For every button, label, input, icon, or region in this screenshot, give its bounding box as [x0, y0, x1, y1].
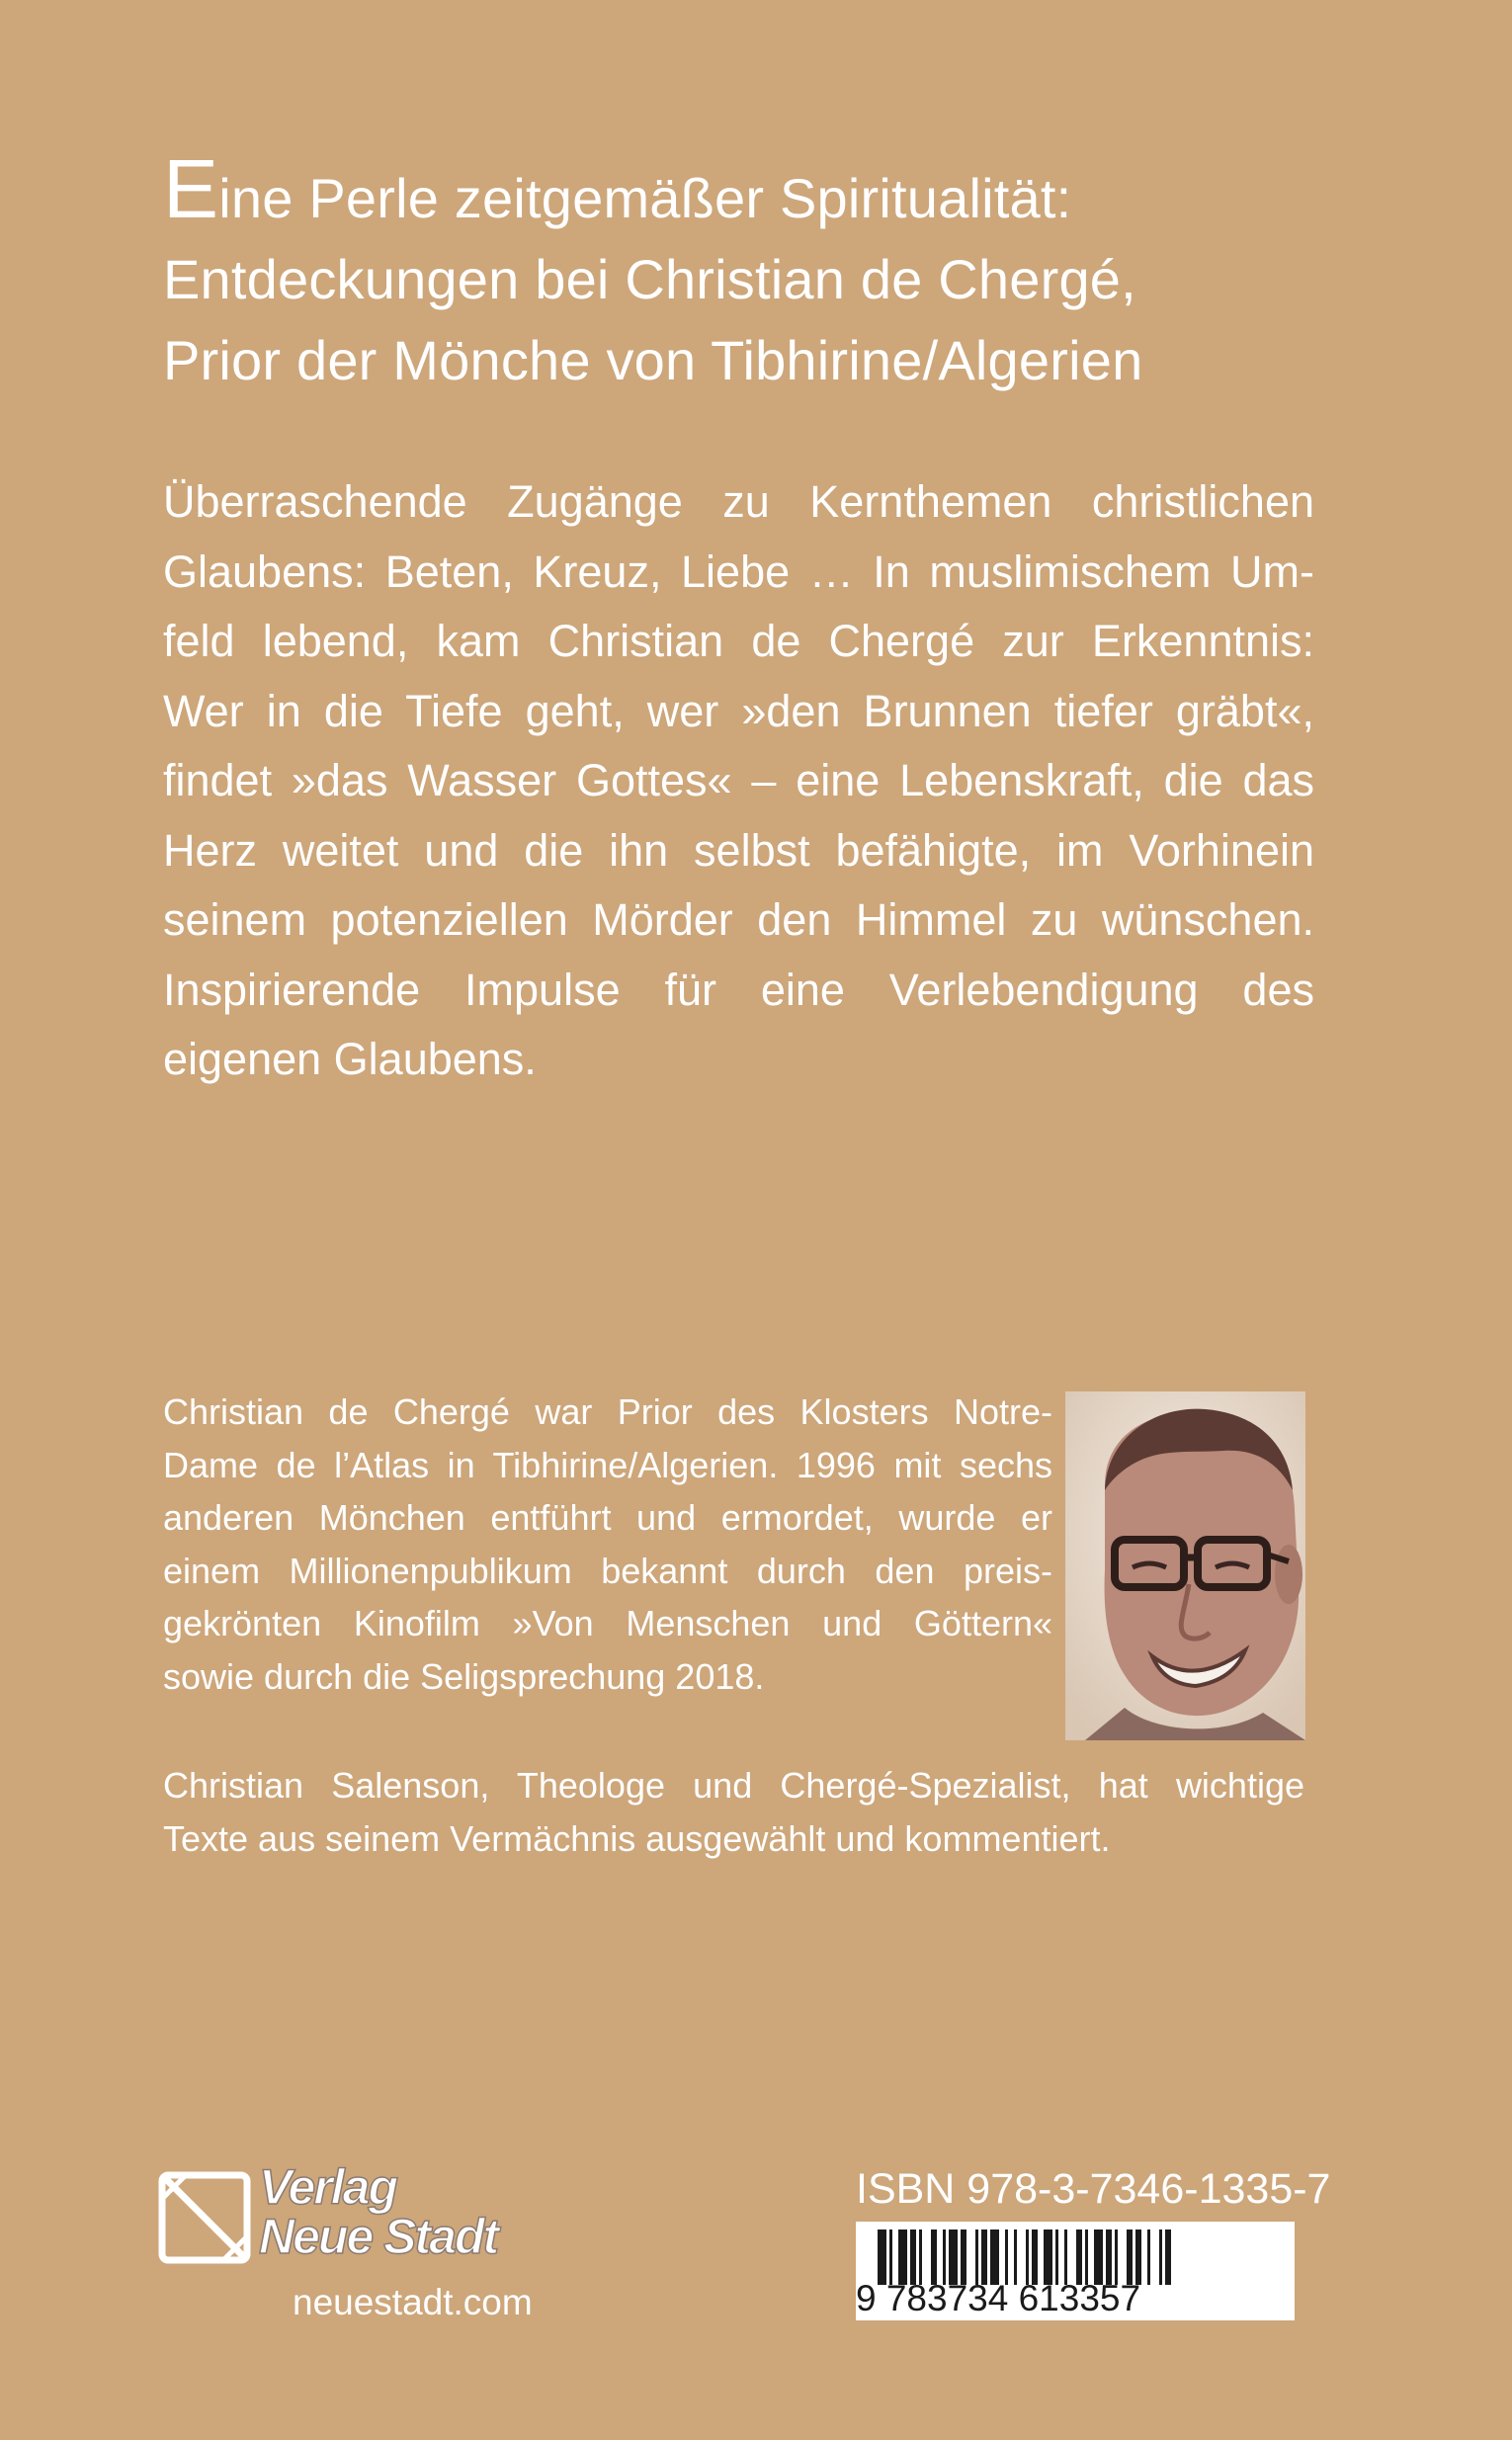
barcode-bar	[1026, 2230, 1029, 2285]
barcode-bar	[1106, 2230, 1112, 2285]
blurb-line: Glaubens: Beten, Kreuz, Liebe … In muslimischem Um-	[163, 546, 1314, 597]
barcode-bar	[1159, 2230, 1162, 2285]
blurb-line: Wer in die Tiefe geht, wer »den Brunnen tiefer gräbt«,	[163, 685, 1314, 736]
verlag-neue-stadt-logo-icon	[158, 2171, 251, 2264]
barcode	[856, 2222, 1295, 2320]
blurb-line: eigenen Glaubens.	[163, 1034, 537, 1084]
bio-line: Christian de Chergé war Prior des Klosters Notre-	[163, 1391, 1052, 1432]
barcode-bar	[1064, 2230, 1067, 2285]
publisher-name-line-1: Verlag	[259, 2159, 397, 2215]
bio-line: anderen Mönchen entführt und ermordet, wurde er	[163, 1497, 1052, 1538]
headline-line-2: Entdeckungen bei Christian de Chergé,	[163, 248, 1136, 310]
headline-line-3: Prior der Mönche von Tibhirine/Algerien	[163, 329, 1143, 391]
barcode-bar	[1055, 2230, 1058, 2285]
barcode-bar	[1094, 2230, 1103, 2285]
headline-line-1	[163, 142, 1369, 239]
barcode-bar	[1014, 2230, 1017, 2285]
barcode-bar	[961, 2230, 966, 2285]
barcode-bar	[1135, 2230, 1141, 2285]
publisher-url[interactable]: neuestadt.com	[293, 2282, 533, 2322]
barcode-bar	[910, 2230, 916, 2285]
bio-line: Dame de l’Atlas in Tibhirine/Algerien. 1996 mit sechs	[163, 1444, 1052, 1485]
barcode-bar	[1115, 2230, 1118, 2285]
barcode-bar	[975, 2230, 978, 2285]
blurb-text	[163, 467, 1314, 1095]
barcode-bar	[1165, 2230, 1171, 2285]
barcode-bar	[889, 2230, 892, 2285]
author-portrait	[1065, 1391, 1305, 1740]
barcode-bar	[878, 2230, 886, 2285]
headline	[163, 142, 1369, 401]
barcode-bar	[1076, 2230, 1082, 2285]
blurb-line: seinem potenziellen Mörder den Himmel zu wünschen.	[163, 894, 1314, 945]
barcode-bar	[1044, 2230, 1052, 2285]
barcode-bar	[990, 2230, 999, 2285]
barcode-bar	[1147, 2230, 1150, 2285]
blurb-line: Inspirierende Impulse für eine Verlebendigung des	[163, 964, 1314, 1015]
barcode-bar	[931, 2230, 937, 2285]
barcode-bar	[919, 2230, 922, 2285]
barcode-bar	[981, 2230, 987, 2285]
portrait-photo	[1065, 1391, 1305, 1740]
editor-line: Texte aus seinem Vermächnis ausgewählt und kommentiert.	[163, 1817, 1111, 1859]
author-bio	[163, 1386, 1052, 1703]
bio-line: sowie durch die Seligsprechung 2018.	[163, 1655, 765, 1697]
bio-line: gekrönten Kinofilm »Von Menschen und Göttern«	[163, 1603, 1052, 1643]
blurb-line: findet »das Wasser Gottes« – eine Lebenskraft, die das	[163, 755, 1314, 805]
barcode-bar	[1032, 2230, 1038, 2285]
publisher-name	[259, 2159, 498, 2264]
editor-line: Christian Salenson, Theologe und Chergé-Spezialist, hat wichtige	[163, 1765, 1304, 1806]
publisher-name-line-2: Neue Stadt	[259, 2209, 498, 2264]
blurb-line: Überraschende Zugänge zu Kernthemen christlichen	[163, 476, 1314, 527]
bio-line: einem Millionenpublikum bekannt durch den preis-	[163, 1550, 1052, 1591]
blurb-line: Herz weitet und die ihn selbst befähigte, im Vorhinein	[163, 824, 1314, 876]
barcode-bar	[949, 2230, 958, 2285]
blurb-line: feld lebend, kam Christian de Chergé zur Erkenntnis:	[163, 616, 1314, 666]
barcode-bars	[856, 2222, 1295, 2285]
barcode-digits: 9 783734 613357	[856, 2278, 1141, 2318]
isbn-label: ISBN 978-3-7346-1335-7	[856, 2165, 1331, 2213]
barcode-bar	[1085, 2230, 1088, 2285]
barcode-bar	[898, 2230, 907, 2285]
headline-line-1-rest: ine Perle zeitgemäßer Spiritualität:	[218, 167, 1072, 229]
barcode-bar	[1127, 2230, 1133, 2285]
barcode-bar	[943, 2230, 946, 2285]
headline-initial: E	[163, 142, 219, 235]
editor-note	[163, 1759, 1304, 1865]
barcode-bar	[1005, 2230, 1008, 2285]
